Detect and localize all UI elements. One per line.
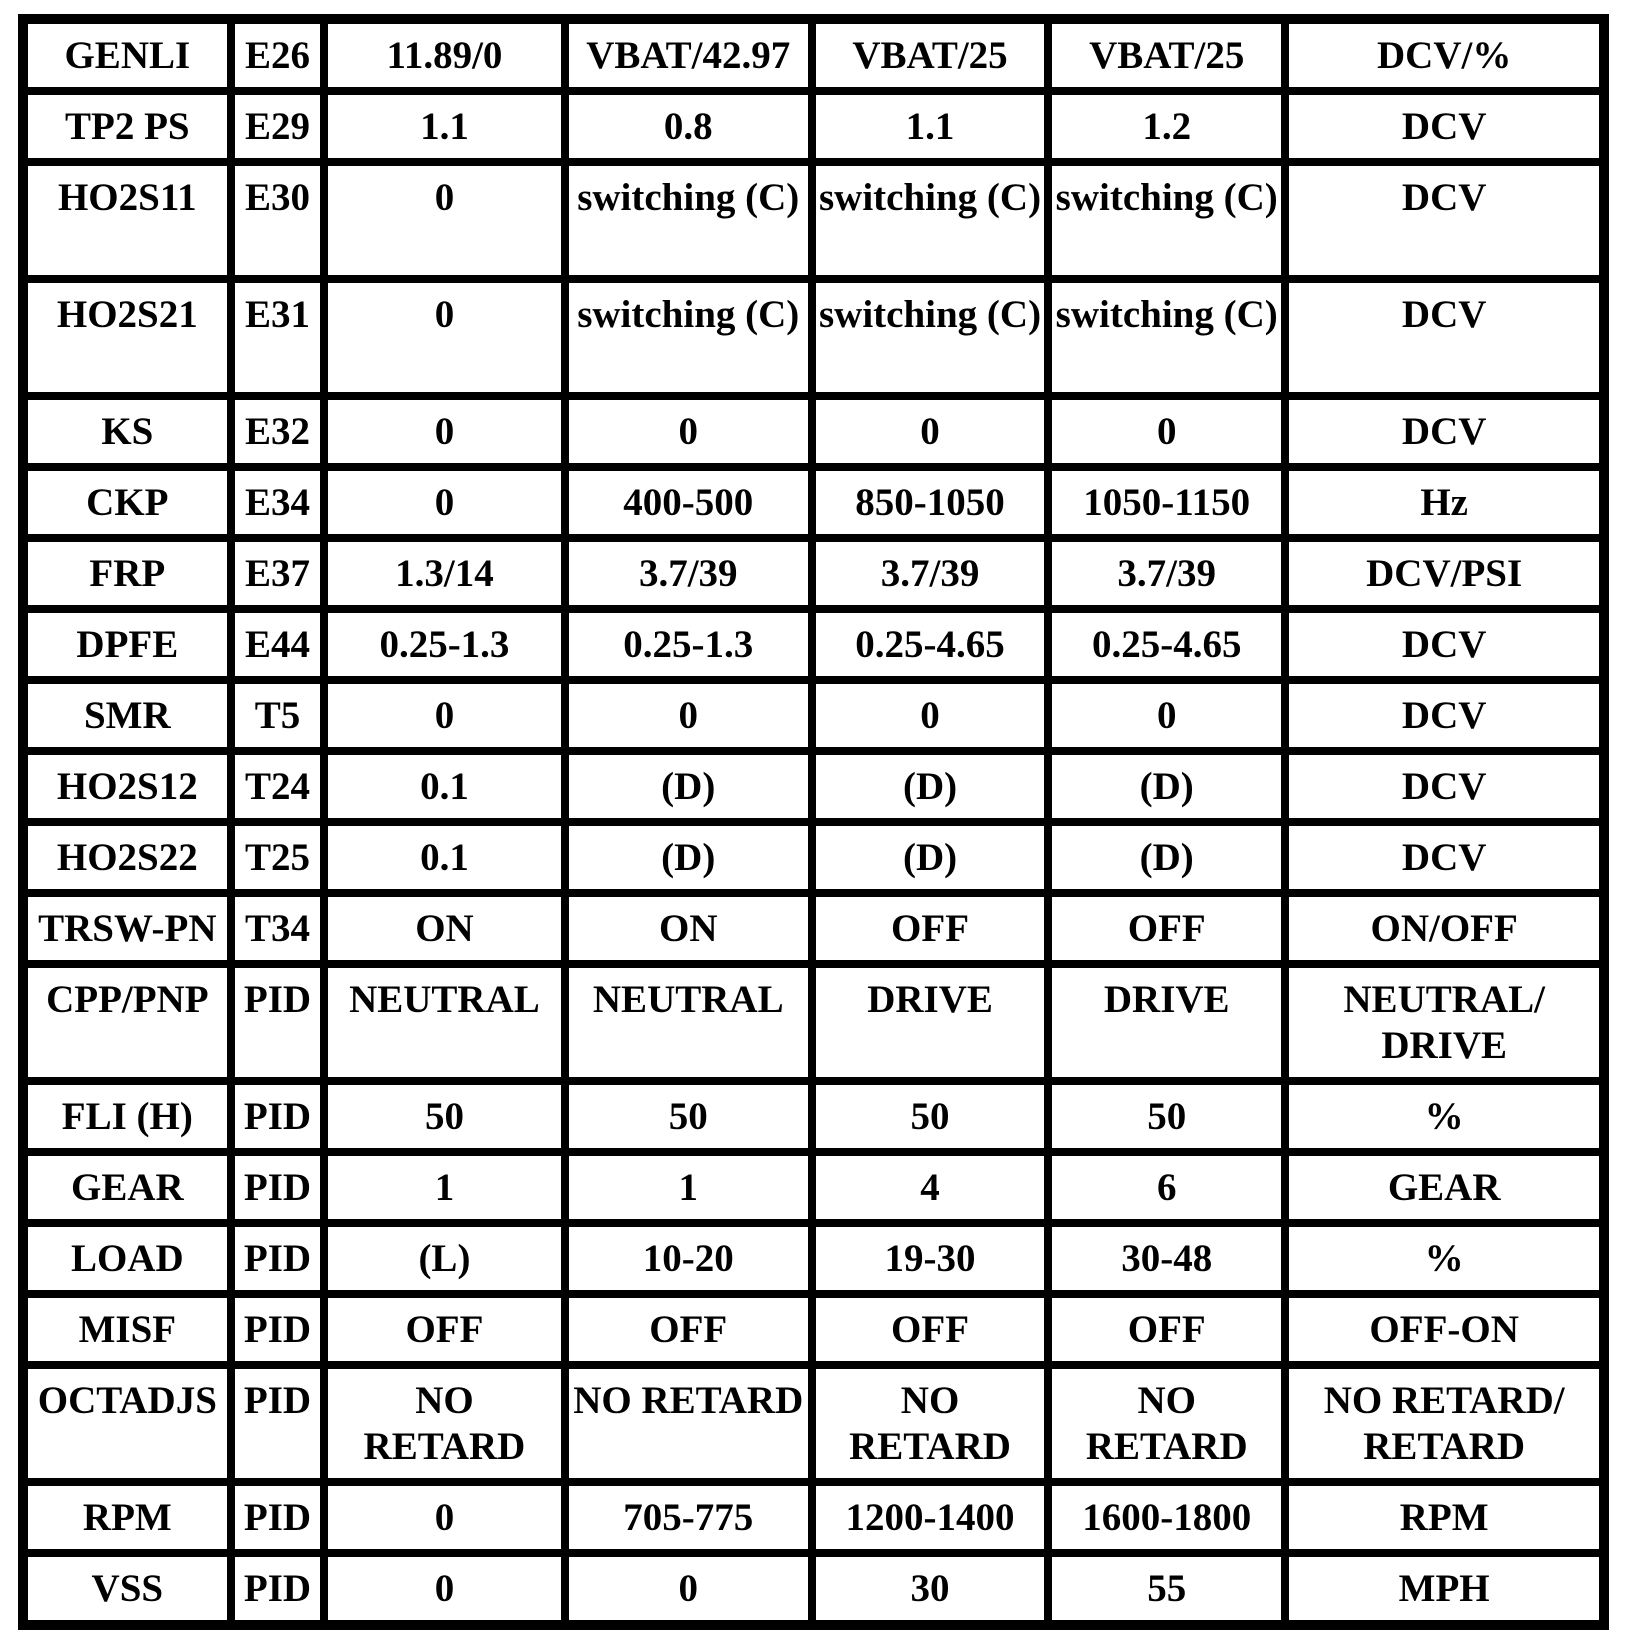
table-cell: 0 (324, 680, 564, 751)
table-cell: OFF (812, 1294, 1048, 1365)
table-cell: 30 (812, 1553, 1048, 1624)
table-cell: PID (231, 964, 325, 1081)
table-cell: (D) (812, 822, 1048, 893)
table-row (24, 822, 1603, 893)
table-cell: DCV/% (1285, 20, 1603, 91)
table-cell: E29 (231, 91, 325, 162)
table-cell: PID (231, 1152, 325, 1223)
table-cell: OFF-ON (1285, 1294, 1603, 1365)
table-cell: E31 (231, 279, 325, 396)
table-cell: 1 (565, 1152, 812, 1223)
table-cell: 400-500 (565, 467, 812, 538)
table-cell: HO2S12 (24, 751, 231, 822)
table-cell: OFF (565, 1294, 812, 1365)
table-cell: NEUTRAL (565, 964, 812, 1081)
table-cell: DCV (1285, 751, 1603, 822)
table-cell: CKP (24, 467, 231, 538)
table-cell: NO RETARD (324, 1365, 564, 1482)
table-cell: RPM (1285, 1482, 1603, 1553)
table-cell: 11.89/0 (324, 20, 564, 91)
table-cell: 705-775 (565, 1482, 812, 1553)
table-row (24, 893, 1603, 964)
table-cell: PID (231, 1294, 325, 1365)
table-cell: 850-1050 (812, 467, 1048, 538)
table-row (24, 1081, 1603, 1152)
table-row (24, 538, 1603, 609)
table-cell: DRIVE (1048, 964, 1285, 1081)
table-row (24, 1482, 1603, 1553)
table-cell: FLI (H) (24, 1081, 231, 1152)
table-cell: switching (C) (1048, 162, 1285, 279)
table-cell: (D) (812, 751, 1048, 822)
table-row (24, 1294, 1603, 1365)
table-cell: DRIVE (812, 964, 1048, 1081)
table-cell: NO RETARD (1048, 1365, 1285, 1482)
table-cell: 0 (565, 396, 812, 467)
table-cell: (L) (324, 1223, 564, 1294)
table-cell: (D) (565, 751, 812, 822)
table-cell: 1.1 (812, 91, 1048, 162)
table-row (24, 1152, 1603, 1223)
table-cell: E44 (231, 609, 325, 680)
spec-table (18, 14, 1609, 1630)
table-cell: E37 (231, 538, 325, 609)
table-cell: CPP/PNP (24, 964, 231, 1081)
table-cell: DCV (1285, 162, 1603, 279)
table-cell: HO2S21 (24, 279, 231, 396)
table-cell: DCV (1285, 822, 1603, 893)
table-row (24, 964, 1603, 1081)
table-cell: VBAT/42.97 (565, 20, 812, 91)
table-cell: switching (C) (565, 279, 812, 396)
table-cell: 0.25-4.65 (812, 609, 1048, 680)
table-cell: OFF (1048, 1294, 1285, 1365)
table-cell: T5 (231, 680, 325, 751)
table-cell: switching (C) (565, 162, 812, 279)
table-cell: OFF (1048, 893, 1285, 964)
table-cell: SMR (24, 680, 231, 751)
table-cell: 1200-1400 (812, 1482, 1048, 1553)
table-row (24, 1553, 1603, 1624)
table-cell: DCV (1285, 279, 1603, 396)
table-cell: Hz (1285, 467, 1603, 538)
table-cell: (D) (565, 822, 812, 893)
table-cell: DCV (1285, 609, 1603, 680)
table-cell: PID (231, 1365, 325, 1482)
table-cell: E34 (231, 467, 325, 538)
table-cell: LOAD (24, 1223, 231, 1294)
table-cell: NO RETARD/ RETARD (1285, 1365, 1603, 1482)
table-cell: PID (231, 1223, 325, 1294)
table-cell: 6 (1048, 1152, 1285, 1223)
table-cell: 0 (1048, 680, 1285, 751)
table-cell: 1.1 (324, 91, 564, 162)
table-row (24, 609, 1603, 680)
table-cell: TP2 PS (24, 91, 231, 162)
table-row (24, 20, 1603, 91)
table-cell: RPM (24, 1482, 231, 1553)
table-cell: FRP (24, 538, 231, 609)
table-cell: DCV/PSI (1285, 538, 1603, 609)
table-cell: GENLI (24, 20, 231, 91)
table-cell: 0 (324, 467, 564, 538)
table-cell: 50 (324, 1081, 564, 1152)
table-cell: NO RETARD (812, 1365, 1048, 1482)
table-cell: 10-20 (565, 1223, 812, 1294)
table-cell: 0 (565, 680, 812, 751)
table-cell: 1 (324, 1152, 564, 1223)
table-cell: 50 (1048, 1081, 1285, 1152)
table-cell: 0 (1048, 396, 1285, 467)
table-cell: switching (C) (812, 279, 1048, 396)
table-cell: DPFE (24, 609, 231, 680)
table-cell: HO2S11 (24, 162, 231, 279)
table-cell: MISF (24, 1294, 231, 1365)
table-cell: E30 (231, 162, 325, 279)
table-cell: 0.1 (324, 751, 564, 822)
table-cell: 4 (812, 1152, 1048, 1223)
table-cell: DCV (1285, 396, 1603, 467)
table-cell: 1.2 (1048, 91, 1285, 162)
table-cell: 50 (565, 1081, 812, 1152)
table-cell: (D) (1048, 751, 1285, 822)
table-cell: % (1285, 1081, 1603, 1152)
table-cell: DCV (1285, 680, 1603, 751)
table-cell: ON (565, 893, 812, 964)
table-row (24, 279, 1603, 396)
table-cell: NEUTRAL (324, 964, 564, 1081)
table-cell: GEAR (24, 1152, 231, 1223)
table-body (24, 20, 1603, 1624)
table-cell: T24 (231, 751, 325, 822)
table-cell: 0 (812, 396, 1048, 467)
table-cell: NEUTRAL/ DRIVE (1285, 964, 1603, 1081)
table-cell: 0 (324, 1482, 564, 1553)
table-row (24, 751, 1603, 822)
table-cell: 0 (324, 396, 564, 467)
table-cell: E32 (231, 396, 325, 467)
table-row (24, 91, 1603, 162)
table-cell: 30-48 (1048, 1223, 1285, 1294)
table-cell: KS (24, 396, 231, 467)
table-cell: 19-30 (812, 1223, 1048, 1294)
table-cell: switching (C) (812, 162, 1048, 279)
table-cell: VBAT/25 (812, 20, 1048, 91)
table-cell: 50 (812, 1081, 1048, 1152)
table-cell: 0.25-4.65 (1048, 609, 1285, 680)
table-cell: DCV (1285, 91, 1603, 162)
table-row (24, 396, 1603, 467)
table-cell: PID (231, 1553, 325, 1624)
table-cell: MPH (1285, 1553, 1603, 1624)
table-cell: HO2S22 (24, 822, 231, 893)
table-row (24, 467, 1603, 538)
table-cell: T34 (231, 893, 325, 964)
table-cell: 1600-1800 (1048, 1482, 1285, 1553)
table-cell: 3.7/39 (565, 538, 812, 609)
table-cell: 0 (324, 162, 564, 279)
table-row (24, 162, 1603, 279)
table-cell: 0.8 (565, 91, 812, 162)
table-cell: OFF (324, 1294, 564, 1365)
table-cell: 0.1 (324, 822, 564, 893)
table-cell: E26 (231, 20, 325, 91)
table-cell: 3.7/39 (812, 538, 1048, 609)
table-cell: VBAT/25 (1048, 20, 1285, 91)
table-cell: ON/OFF (1285, 893, 1603, 964)
table-cell: 1.3/14 (324, 538, 564, 609)
table-cell: PID (231, 1482, 325, 1553)
table-row (24, 680, 1603, 751)
table-cell: 0 (812, 680, 1048, 751)
table-cell: PID (231, 1081, 325, 1152)
table-cell: 0 (324, 1553, 564, 1624)
table-cell: 0.25-1.3 (565, 609, 812, 680)
table-cell: ON (324, 893, 564, 964)
table-cell: T25 (231, 822, 325, 893)
table-cell: 3.7/39 (1048, 538, 1285, 609)
table-cell: (D) (1048, 822, 1285, 893)
table-cell: 1050-1150 (1048, 467, 1285, 538)
table-cell: 55 (1048, 1553, 1285, 1624)
table-cell: 0 (324, 279, 564, 396)
table-cell: OFF (812, 893, 1048, 964)
table-cell: OCTADJS (24, 1365, 231, 1482)
table-cell: VSS (24, 1553, 231, 1624)
table-row (24, 1223, 1603, 1294)
table-cell: % (1285, 1223, 1603, 1294)
table-cell: switching (C) (1048, 279, 1285, 396)
table-cell: GEAR (1285, 1152, 1603, 1223)
table-cell: TRSW-PN (24, 893, 231, 964)
table-cell: 0.25-1.3 (324, 609, 564, 680)
table-cell: NO RETARD (565, 1365, 812, 1482)
table-row (24, 1365, 1603, 1482)
table-cell: 0 (565, 1553, 812, 1624)
